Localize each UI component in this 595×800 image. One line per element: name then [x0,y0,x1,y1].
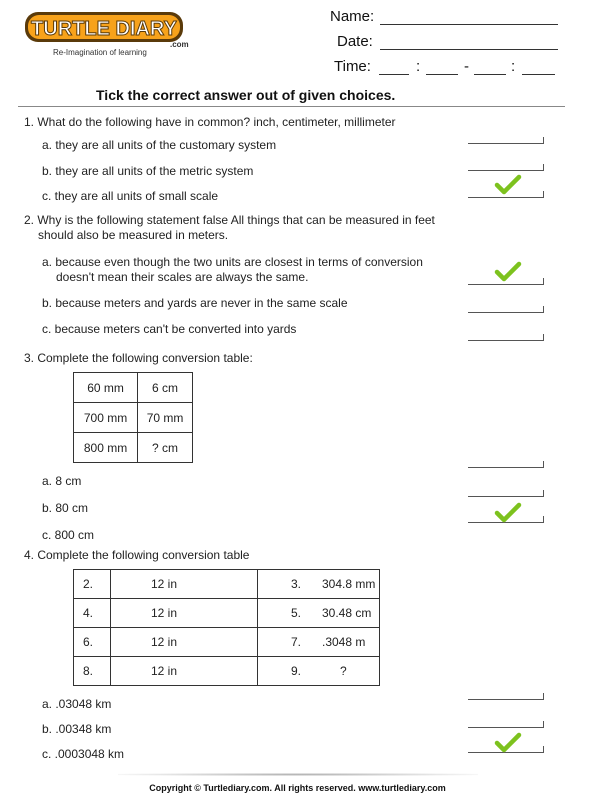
answer-blank-1a[interactable] [468,137,544,144]
conversion-table-3 [73,372,193,463]
table-cell: 3. [258,570,315,599]
option-2a-line2: doesn't mean their scales are always the same. [56,270,309,284]
checkmark-icon [494,502,522,524]
option-2a-line1: a. because even though the two units are closest in terms of conversion [42,255,423,269]
table-cell: 800 mm [74,433,138,463]
table-cell: 12 in [111,628,258,657]
question-4: 4. Complete the following conversion table [24,548,250,562]
table-cell: 12 in [111,570,258,599]
answer-blank-4b[interactable] [468,721,544,728]
option-3c: c. 800 cm [42,528,95,542]
time-field-minutes[interactable] [426,74,458,75]
option-3b: b. 80 cm [42,501,89,515]
answer-blank-2c[interactable] [468,334,544,341]
table-cell: 7. [258,628,315,657]
time-field-hours-end[interactable] [474,74,506,75]
divider [18,106,565,107]
question-1: 1. What do the following have in common? inch, centimeter, millimeter [24,115,396,129]
table-cell: 4. [74,599,111,628]
date-label: Date: [337,33,373,50]
name-label: Name: [330,8,375,25]
conversion-table-4 [73,569,380,686]
instruction-heading: Tick the correct answer out of given choices. [96,87,396,103]
option-1a: a. they are all units of the customary system [42,138,277,152]
time-separator: : [416,58,421,75]
table-cell: 12 in [111,657,258,686]
time-field-minutes-end[interactable] [522,74,555,75]
option-4a: a. .03048 km [42,697,112,711]
table-cell: ? cm [138,433,193,463]
option-4b: b. .00348 km [42,722,112,736]
checkmark-icon [494,261,522,283]
checkmark-icon [494,174,522,196]
answer-blank-4a[interactable] [468,693,544,700]
option-1c: c. they are all units of small scale [42,189,219,203]
option-4c: c. .0003048 km [42,747,125,761]
table-cell: 70 mm [138,403,193,433]
table-cell: 12 in [111,599,258,628]
table-cell: 2. [74,570,111,599]
table-cell: 30.48 cm [314,599,380,628]
date-field[interactable] [380,49,558,50]
time-label: Time: [334,58,371,75]
logo-wordmark: TURTLE DIARY [31,18,177,40]
checkmark-icon [494,732,522,754]
table-cell: .3048 m [314,628,380,657]
option-2c: c. because meters can't be converted into yards [42,322,297,336]
table-cell: ? [314,657,380,686]
option-2b: b. because meters and yards are never in the same scale [42,296,348,310]
answer-blank-3b[interactable] [468,490,544,497]
table-cell: 8. [74,657,111,686]
answer-blank-3a[interactable] [468,461,544,468]
time-separator: : [511,58,516,75]
option-1b: b. they are all units of the metric system [42,164,254,178]
table-cell: 6. [74,628,111,657]
answer-blank-1b[interactable] [468,164,544,171]
table-cell: 9. [258,657,315,686]
turtle-diary-logo [24,8,194,48]
logo-suffix: .com [170,40,189,48]
logo-tagline: Re-Imagination of learning [53,48,147,57]
time-separator: - [464,58,469,75]
question-2-line2: should also be measured in meters. [38,228,229,242]
question-3: 3. Complete the following conversion table: [24,351,253,365]
time-field-hours[interactable] [379,74,409,75]
table-cell: 6 cm [138,373,193,403]
answer-blank-2b[interactable] [468,306,544,313]
table-cell: 700 mm [74,403,138,433]
table-cell: 304.8 mm [314,570,380,599]
option-3a: a. 8 cm [42,474,82,488]
table-cell: 5. [258,599,315,628]
footer-divider [118,773,478,776]
name-field[interactable] [380,24,558,25]
question-2-line1: 2. Why is the following statement false All things that can be measured in feet [24,213,435,227]
copyright-footer: Copyright © Turtlediary.com. All rights reserved. www.turtlediary.com [149,783,446,793]
table-cell: 60 mm [74,373,138,403]
